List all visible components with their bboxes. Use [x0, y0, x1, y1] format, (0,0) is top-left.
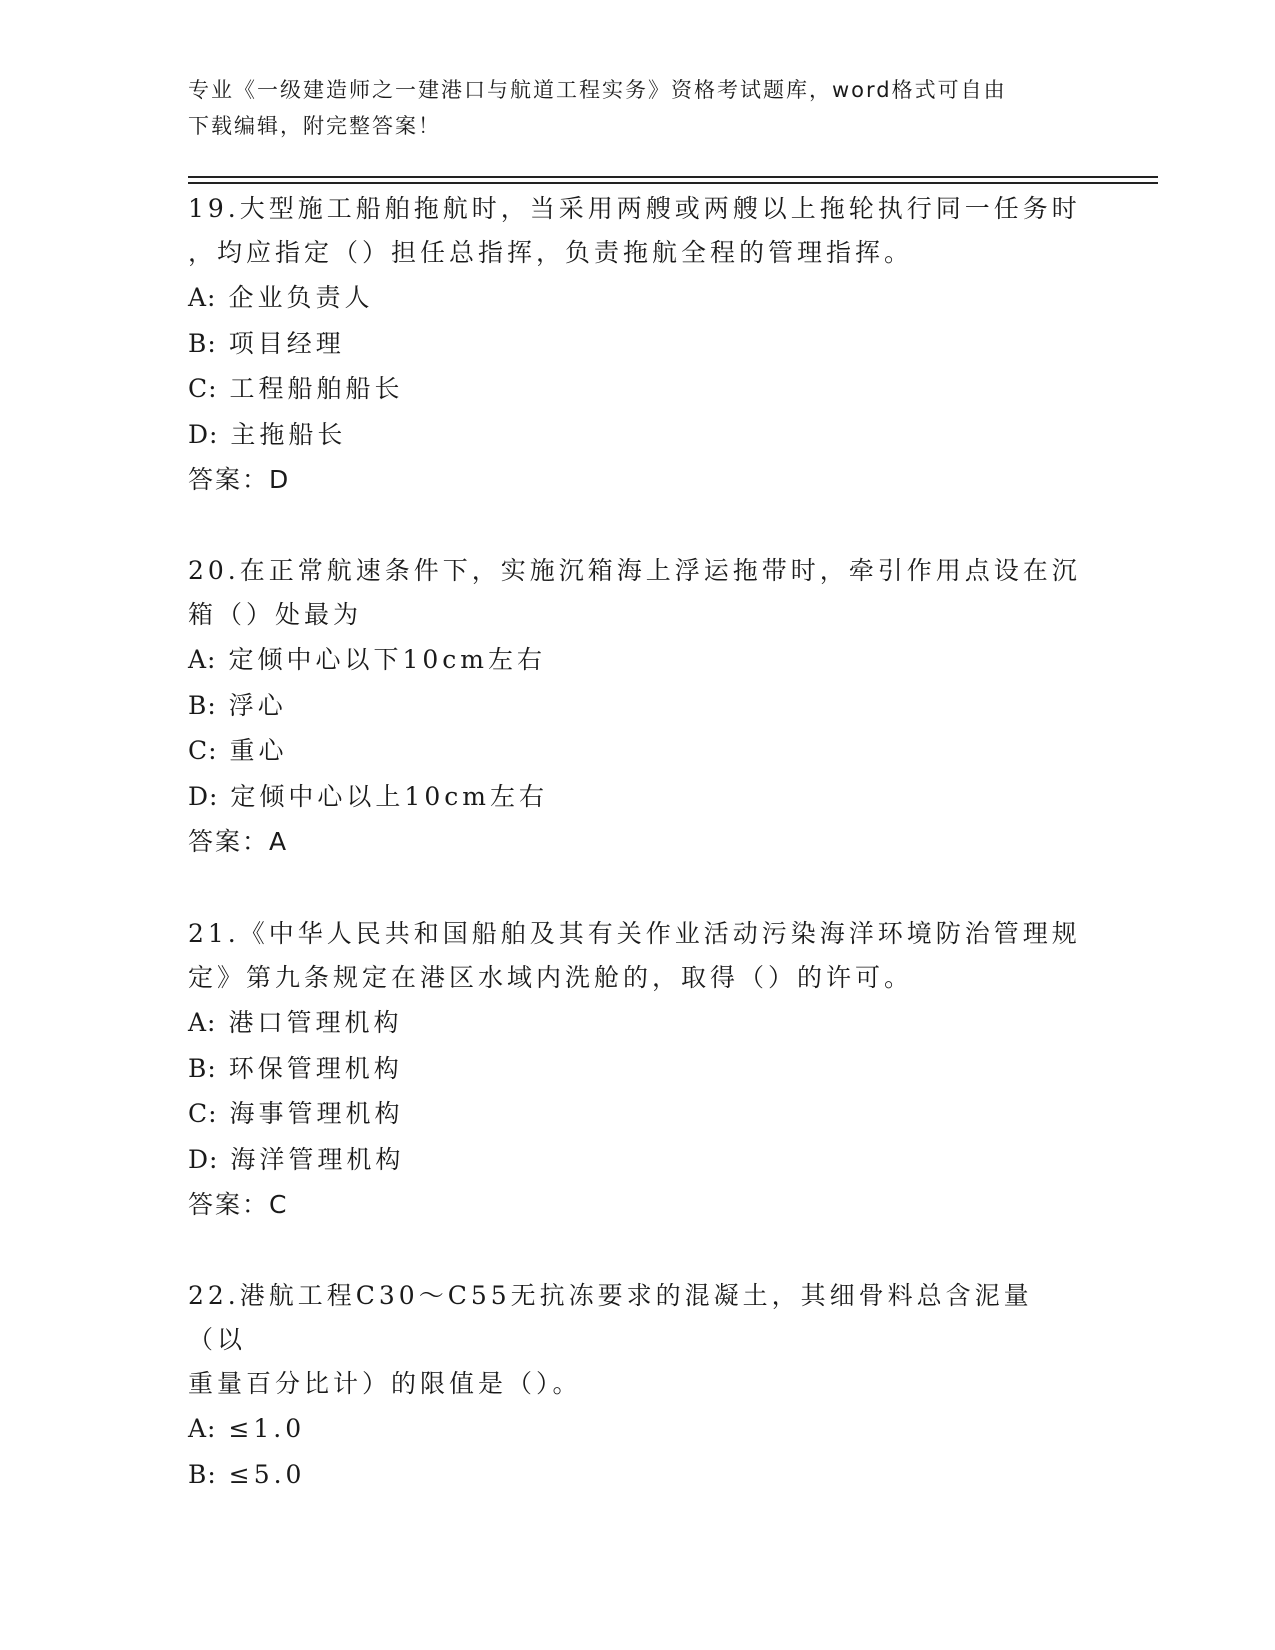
option-c [188, 1091, 1088, 1137]
option-text: 企业负责人 [228, 283, 374, 312]
option-letter: A: [188, 283, 217, 312]
header-line-2: 下载编辑，附完整答案！ [188, 114, 441, 138]
option-text: 主拖船长 [230, 419, 347, 449]
option-text: 海事管理机构 [229, 1099, 404, 1128]
option-b [188, 1452, 1088, 1498]
header-line-1: 专业《一级建造师之一建港口与航道工程实务》资格考试题库，word格式可自由 [188, 78, 1007, 102]
option-letter: A: [188, 1414, 217, 1443]
question-20 [188, 549, 1088, 864]
option-letter: D: [188, 419, 219, 449]
option-letter: D: [188, 781, 219, 811]
option-letter: A: [188, 1008, 217, 1037]
option-d [188, 412, 1088, 458]
option-a [188, 637, 1088, 683]
option-letter: C: [188, 736, 218, 765]
header-divider-bottom [188, 182, 1158, 184]
question-stem-line: 21.《中华人民共和国船舶及其有关作业活动污染海洋环境防治管理规 [188, 919, 1081, 948]
question-stem-line: 19.大型施工船舶拖航时，当采用两艘或两艘以上拖轮执行同一任务时 [188, 194, 1081, 223]
option-letter: B: [188, 328, 217, 358]
option-a [188, 275, 1088, 321]
option-b [188, 1046, 1088, 1092]
option-text: 港口管理机构 [228, 1008, 403, 1037]
header-divider-top [188, 176, 1158, 178]
answer-line: 答案：A [188, 827, 289, 856]
option-text: ≤5.0 [228, 1459, 306, 1489]
question-stem-line: ，均应指定（）担任总指挥，负责拖航全程的管理指挥。 [188, 238, 914, 267]
question-stem-line: 箱（）处最为 [188, 600, 363, 629]
question-stem-line: 22.港航工程C30～C55无抗冻要求的混凝土，其细骨料总含泥量（以 [188, 1281, 1033, 1354]
option-c [188, 366, 1088, 412]
question-19 [188, 187, 1088, 502]
question-22 [188, 1274, 1088, 1497]
option-letter: A: [188, 645, 217, 674]
option-text: 海洋管理机构 [230, 1144, 405, 1174]
option-c [188, 728, 1088, 774]
question-stem-line: 定》第九条规定在港区水域内洗舱的，取得（）的许可。 [188, 963, 914, 992]
question-stem-line: 20.在正常航速条件下，实施沉箱海上浮运拖带时，牵引作用点设在沉 [188, 556, 1081, 585]
option-text: 工程船舶船长 [229, 374, 404, 403]
answer-line: 答案：D [188, 465, 291, 494]
option-text: 项目经理 [228, 328, 345, 358]
option-d [188, 774, 1088, 820]
answer-line: 答案：C [188, 1190, 289, 1219]
question-21 [188, 912, 1088, 1227]
option-text: 浮心 [228, 690, 287, 720]
option-letter: B: [188, 1053, 217, 1083]
option-letter: C: [188, 374, 218, 403]
option-b [188, 321, 1088, 367]
option-text: 重心 [229, 736, 288, 765]
option-a [188, 1406, 1088, 1452]
question-stem-line: 重量百分比计）的限值是（）。 [188, 1369, 582, 1398]
option-a [188, 1000, 1088, 1046]
option-letter: D: [188, 1144, 219, 1174]
option-letter: C: [188, 1099, 218, 1128]
option-b [188, 683, 1088, 729]
option-text: 定倾中心以下10cm左右 [228, 645, 546, 674]
option-d [188, 1137, 1088, 1183]
option-text: 定倾中心以上10cm左右 [230, 781, 548, 811]
option-text: ≤1.0 [228, 1414, 306, 1443]
document-header [188, 72, 1088, 144]
option-letter: B: [188, 690, 217, 720]
option-letter: B: [188, 1459, 217, 1489]
option-text: 环保管理机构 [228, 1053, 403, 1083]
